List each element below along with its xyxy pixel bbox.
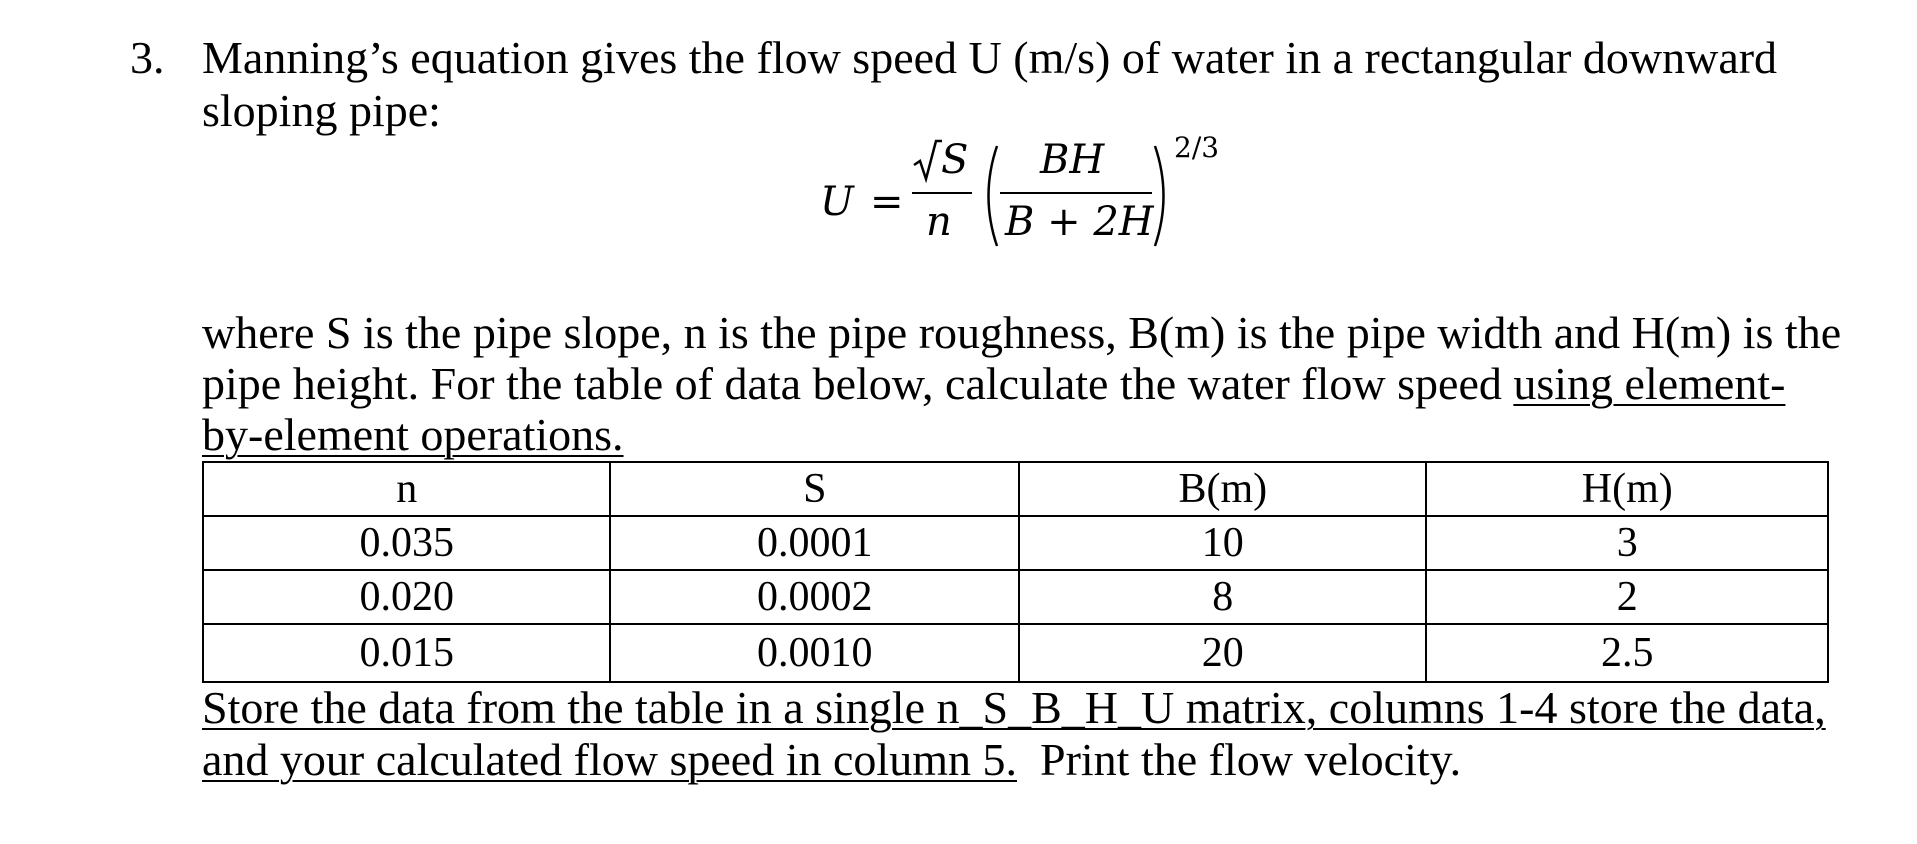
store-line-2 <box>202 735 1461 785</box>
eq-inner-numerator: BH <box>1040 137 1105 183</box>
where-line-2-text: pipe height. For the table of data below, calculate the water flow speed <box>202 358 1514 409</box>
eq-exponent: 2/3 <box>1174 131 1220 164</box>
header-b: B(m) <box>1019 462 1426 516</box>
table-cell: 0.0002 <box>610 570 1019 624</box>
table-cell: 8 <box>1019 570 1426 624</box>
store-line-1 <box>202 683 1826 733</box>
table-cell: 3 <box>1426 516 1828 570</box>
table-cell: 0.015 <box>203 624 610 682</box>
where-line-1: where S is the pipe slope, n is the pipe roughness, B(m) is the pipe width and H(m) is the <box>202 307 1842 358</box>
table-header-row <box>203 462 1828 516</box>
table-cell: 2.5 <box>1426 624 1828 682</box>
table-row <box>203 570 1828 624</box>
store-line-1-underlined: Store the data from the table in a single n_S_B_H_U matrix, columns 1-4 store the data, <box>202 682 1826 733</box>
left-paren-icon <box>978 143 1000 249</box>
where-line-2 <box>202 359 1785 409</box>
eq-denominator: n <box>926 199 952 245</box>
store-line-2-text: Print the flow velocity. <box>1016 734 1462 785</box>
eq-equals: = <box>870 179 904 225</box>
manning-equation <box>800 131 1220 265</box>
where-line-3 <box>202 410 624 460</box>
header-n: n <box>203 462 610 516</box>
table-cell: 10 <box>1019 516 1426 570</box>
sqrt-sign-icon <box>912 139 942 183</box>
table-cell: 0.020 <box>203 570 610 624</box>
intro-line-1: Manning’s equation gives the flow speed U (m/s) of water in a rectangular downward <box>202 32 1778 83</box>
table-row <box>203 516 1828 570</box>
eq-inner-fraction-bar <box>1000 192 1152 194</box>
pipe-data-table <box>202 461 1829 683</box>
where-line-3-underlined: by-element operations. <box>202 409 624 460</box>
table-row <box>203 624 1828 682</box>
store-line-2-underlined: and your calculated flow speed in column 5. <box>202 734 1017 785</box>
table-cell: 0.0001 <box>610 516 1019 570</box>
table-cell: 0.035 <box>203 516 610 570</box>
table-cell: 2 <box>1426 570 1828 624</box>
eq-lhs: U <box>820 179 854 225</box>
header-h: H(m) <box>1426 462 1828 516</box>
eq-inner-denominator: B + 2H <box>1005 199 1154 245</box>
table-cell: 0.0010 <box>610 624 1019 682</box>
eq-fraction-bar <box>912 192 972 194</box>
eq-numerator: S <box>941 137 969 183</box>
header-s: S <box>610 462 1019 516</box>
where-line-2-underlined: using element- <box>1513 358 1786 409</box>
right-paren-icon <box>1152 143 1174 249</box>
table-cell: 20 <box>1019 624 1426 682</box>
intro-line-2: sloping pipe: <box>202 85 441 136</box>
problem-number: 3. <box>130 32 165 83</box>
